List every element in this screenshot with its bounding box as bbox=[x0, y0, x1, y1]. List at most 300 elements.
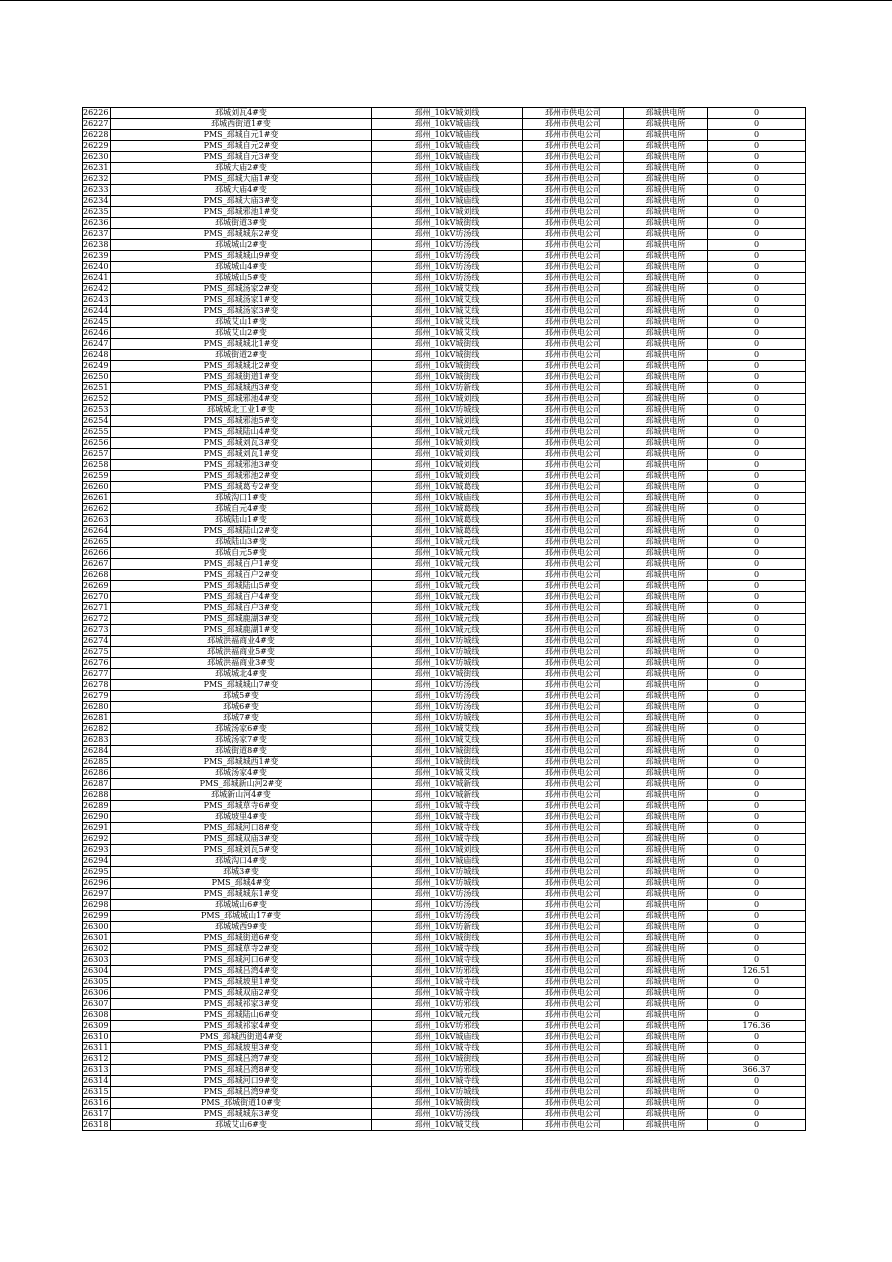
row-id-cell: 26245 bbox=[83, 317, 111, 328]
station-cell: 邳城供电所 bbox=[624, 372, 708, 383]
transformer-name-cell: 邳城自元5#变 bbox=[111, 548, 372, 559]
table-row bbox=[83, 559, 806, 570]
row-id-cell: 26243 bbox=[83, 295, 111, 306]
table-row bbox=[83, 515, 806, 526]
feeder-line-cell: 邳州_10kV城元线 bbox=[372, 570, 523, 581]
company-cell: 邳州市供电公司 bbox=[523, 977, 624, 988]
feeder-line-cell: 邳州_10kV坊汤线 bbox=[372, 691, 523, 702]
row-id-cell: 26227 bbox=[83, 119, 111, 130]
station-cell: 邳城供电所 bbox=[624, 460, 708, 471]
company-cell: 邳州市供电公司 bbox=[523, 515, 624, 526]
station-cell: 邳城供电所 bbox=[624, 515, 708, 526]
row-id-cell: 26309 bbox=[83, 1021, 111, 1032]
table-row bbox=[83, 108, 806, 119]
station-cell: 邳城供电所 bbox=[624, 427, 708, 438]
station-cell: 邳城供电所 bbox=[624, 636, 708, 647]
company-cell: 邳州市供电公司 bbox=[523, 163, 624, 174]
transformer-name-cell: 邳城城山5#变 bbox=[111, 273, 372, 284]
row-id-cell: 26299 bbox=[83, 911, 111, 922]
transformer-name-cell: 邳城6#变 bbox=[111, 702, 372, 713]
row-id-cell: 26310 bbox=[83, 1032, 111, 1043]
transformer-name-cell: 邳城洪福商业5#变 bbox=[111, 647, 372, 658]
table-row bbox=[83, 449, 806, 460]
row-id-cell: 26232 bbox=[83, 174, 111, 185]
value-cell: 0 bbox=[708, 900, 806, 911]
company-cell: 邳州市供电公司 bbox=[523, 823, 624, 834]
transformer-name-cell: PMS_邳城西街道4#变 bbox=[111, 1032, 372, 1043]
company-cell: 邳州市供电公司 bbox=[523, 548, 624, 559]
row-id-cell: 26264 bbox=[83, 526, 111, 537]
value-cell: 0 bbox=[708, 1109, 806, 1120]
feeder-line-cell: 邳州_10kV城寺线 bbox=[372, 977, 523, 988]
company-cell: 邳州市供电公司 bbox=[523, 834, 624, 845]
table-row bbox=[83, 141, 806, 152]
row-id-cell: 26269 bbox=[83, 581, 111, 592]
row-id-cell: 26279 bbox=[83, 691, 111, 702]
table-row bbox=[83, 1087, 806, 1098]
station-cell: 邳城供电所 bbox=[624, 317, 708, 328]
feeder-line-cell: 邳州_10kV城刘线 bbox=[372, 460, 523, 471]
company-cell: 邳州市供电公司 bbox=[523, 625, 624, 636]
transformer-name-cell: 邳城街道2#变 bbox=[111, 350, 372, 361]
feeder-line-cell: 邳州_10kV城街线 bbox=[372, 218, 523, 229]
feeder-line-cell: 邳州_10kV城新线 bbox=[372, 779, 523, 790]
row-id-cell: 26284 bbox=[83, 746, 111, 757]
company-cell: 邳州市供电公司 bbox=[523, 537, 624, 548]
row-id-cell: 26265 bbox=[83, 537, 111, 548]
table-row bbox=[83, 966, 806, 977]
company-cell: 邳州市供电公司 bbox=[523, 724, 624, 735]
row-id-cell: 26280 bbox=[83, 702, 111, 713]
table-row bbox=[83, 647, 806, 658]
station-cell: 邳城供电所 bbox=[624, 152, 708, 163]
transformer-name-cell: PMS_邳城刘瓦1#变 bbox=[111, 449, 372, 460]
company-cell: 邳州市供电公司 bbox=[523, 999, 624, 1010]
table-row bbox=[83, 900, 806, 911]
transformer-name-cell: PMS_邳城刘瓦3#变 bbox=[111, 438, 372, 449]
value-cell: 0 bbox=[708, 801, 806, 812]
table-row bbox=[83, 493, 806, 504]
company-cell: 邳州市供电公司 bbox=[523, 845, 624, 856]
transformer-name-cell: 邳城西街道1#变 bbox=[111, 119, 372, 130]
transformer-name-cell: PMS_邳城城西3#变 bbox=[111, 383, 372, 394]
station-cell: 邳城供电所 bbox=[624, 361, 708, 372]
feeder-line-cell: 邳州_10kV城元线 bbox=[372, 603, 523, 614]
company-cell: 邳州市供电公司 bbox=[523, 1098, 624, 1109]
transformer-name-cell: PMS_邳城邪池1#变 bbox=[111, 207, 372, 218]
station-cell: 邳城供电所 bbox=[624, 1021, 708, 1032]
row-id-cell: 26306 bbox=[83, 988, 111, 999]
transformer-name-cell: PMS_邳城汤家1#变 bbox=[111, 295, 372, 306]
value-cell: 0 bbox=[708, 933, 806, 944]
station-cell: 邳城供电所 bbox=[624, 504, 708, 515]
company-cell: 邳州市供电公司 bbox=[523, 746, 624, 757]
feeder-line-cell: 邳州_10kV城元线 bbox=[372, 614, 523, 625]
row-id-cell: 26318 bbox=[83, 1120, 111, 1131]
feeder-line-cell: 邳州_10kV城刘线 bbox=[372, 438, 523, 449]
feeder-line-cell: 邳州_10kV城寺线 bbox=[372, 801, 523, 812]
feeder-line-cell: 邳州_10kV城刘线 bbox=[372, 394, 523, 405]
table-row bbox=[83, 163, 806, 174]
value-cell: 0 bbox=[708, 889, 806, 900]
value-cell: 0 bbox=[708, 504, 806, 515]
company-cell: 邳州市供电公司 bbox=[523, 427, 624, 438]
station-cell: 邳城供电所 bbox=[624, 823, 708, 834]
transformer-name-cell: 邳城城山4#变 bbox=[111, 262, 372, 273]
company-cell: 邳州市供电公司 bbox=[523, 1032, 624, 1043]
row-id-cell: 26253 bbox=[83, 405, 111, 416]
row-id-cell: 26263 bbox=[83, 515, 111, 526]
feeder-line-cell: 邳州_10kV城街线 bbox=[372, 361, 523, 372]
table-row bbox=[83, 999, 806, 1010]
row-id-cell: 26233 bbox=[83, 185, 111, 196]
value-cell: 0 bbox=[708, 1054, 806, 1065]
transformer-name-cell: PMS_邳城吕湾8#变 bbox=[111, 1065, 372, 1076]
company-cell: 邳州市供电公司 bbox=[523, 636, 624, 647]
transformer-name-cell: 邳城艾山2#变 bbox=[111, 328, 372, 339]
feeder-line-cell: 邳州_10kV城艾线 bbox=[372, 724, 523, 735]
feeder-line-cell: 邳州_10kV城庙线 bbox=[372, 141, 523, 152]
transformer-name-cell: PMS_邳城双庙3#变 bbox=[111, 834, 372, 845]
value-cell: 0 bbox=[708, 306, 806, 317]
transformer-name-cell: 邳城5#变 bbox=[111, 691, 372, 702]
company-cell: 邳州市供电公司 bbox=[523, 108, 624, 119]
transformer-name-cell: 邳城街道8#变 bbox=[111, 746, 372, 757]
table-row bbox=[83, 944, 806, 955]
table-row bbox=[83, 174, 806, 185]
value-cell: 0 bbox=[708, 537, 806, 548]
feeder-line-cell: 邳州_10kV坊城线 bbox=[372, 1087, 523, 1098]
value-cell: 0 bbox=[708, 856, 806, 867]
station-cell: 邳城供电所 bbox=[624, 240, 708, 251]
feeder-line-cell: 邳州_10kV城艾线 bbox=[372, 1120, 523, 1131]
table-row bbox=[83, 889, 806, 900]
row-id-cell: 26236 bbox=[83, 218, 111, 229]
row-id-cell: 26300 bbox=[83, 922, 111, 933]
company-cell: 邳州市供电公司 bbox=[523, 988, 624, 999]
feeder-line-cell: 邳州_10kV坊城线 bbox=[372, 878, 523, 889]
station-cell: 邳城供电所 bbox=[624, 911, 708, 922]
feeder-line-cell: 邳州_10kV坊邪线 bbox=[372, 1065, 523, 1076]
row-id-cell: 26262 bbox=[83, 504, 111, 515]
table-row bbox=[83, 988, 806, 999]
table-body bbox=[83, 108, 806, 1131]
feeder-line-cell: 邳州_10kV城街线 bbox=[372, 933, 523, 944]
table-row bbox=[83, 933, 806, 944]
table-row bbox=[83, 482, 806, 493]
value-cell: 0 bbox=[708, 526, 806, 537]
table-row bbox=[83, 416, 806, 427]
station-cell: 邳城供电所 bbox=[624, 955, 708, 966]
station-cell: 邳城供电所 bbox=[624, 878, 708, 889]
feeder-line-cell: 邳州_10kV城艾线 bbox=[372, 295, 523, 306]
station-cell: 邳城供电所 bbox=[624, 548, 708, 559]
feeder-line-cell: 邳州_10kV坊邪线 bbox=[372, 1021, 523, 1032]
table-row bbox=[83, 537, 806, 548]
value-cell: 0 bbox=[708, 130, 806, 141]
station-cell: 邳城供电所 bbox=[624, 801, 708, 812]
station-cell: 邳城供电所 bbox=[624, 790, 708, 801]
transformer-name-cell: 邳城城西9#变 bbox=[111, 922, 372, 933]
value-cell: 0 bbox=[708, 427, 806, 438]
table-row bbox=[83, 691, 806, 702]
feeder-line-cell: 邳州_10kV城艾线 bbox=[372, 735, 523, 746]
station-cell: 邳城供电所 bbox=[624, 119, 708, 130]
table-row bbox=[83, 273, 806, 284]
transformer-name-cell: 邳城7#变 bbox=[111, 713, 372, 724]
table-row bbox=[83, 1109, 806, 1120]
table-row bbox=[83, 427, 806, 438]
station-cell: 邳城供电所 bbox=[624, 405, 708, 416]
table-row bbox=[83, 955, 806, 966]
company-cell: 邳州市供电公司 bbox=[523, 812, 624, 823]
table-row bbox=[83, 218, 806, 229]
row-id-cell: 26250 bbox=[83, 372, 111, 383]
row-id-cell: 26273 bbox=[83, 625, 111, 636]
station-cell: 邳城供电所 bbox=[624, 251, 708, 262]
station-cell: 邳城供电所 bbox=[624, 603, 708, 614]
row-id-cell: 26298 bbox=[83, 900, 111, 911]
transformer-name-cell: PMS_邳城吕湾4#变 bbox=[111, 966, 372, 977]
transformer-name-cell: PMS_邳城坡里3#变 bbox=[111, 1043, 372, 1054]
feeder-line-cell: 邳州_10kV城葛线 bbox=[372, 482, 523, 493]
transformer-name-cell: PMS_邳城百户3#变 bbox=[111, 603, 372, 614]
feeder-line-cell: 邳州_10kV坊汤线 bbox=[372, 889, 523, 900]
feeder-line-cell: 邳州_10kV城街线 bbox=[372, 339, 523, 350]
transformer-name-cell: 邳城陆山1#变 bbox=[111, 515, 372, 526]
table-row bbox=[83, 405, 806, 416]
company-cell: 邳州市供电公司 bbox=[523, 504, 624, 515]
station-cell: 邳城供电所 bbox=[624, 966, 708, 977]
transformer-name-cell: PMS_邳城街道6#变 bbox=[111, 933, 372, 944]
value-cell: 0 bbox=[708, 977, 806, 988]
value-cell: 0 bbox=[708, 152, 806, 163]
value-cell: 0 bbox=[708, 845, 806, 856]
row-id-cell: 26246 bbox=[83, 328, 111, 339]
value-cell: 0 bbox=[708, 284, 806, 295]
value-cell: 0 bbox=[708, 548, 806, 559]
value-cell: 0 bbox=[708, 867, 806, 878]
row-id-cell: 26235 bbox=[83, 207, 111, 218]
company-cell: 邳州市供电公司 bbox=[523, 944, 624, 955]
row-id-cell: 26282 bbox=[83, 724, 111, 735]
value-cell: 0 bbox=[708, 691, 806, 702]
table-row bbox=[83, 856, 806, 867]
feeder-line-cell: 邳州_10kV坊汤线 bbox=[372, 900, 523, 911]
row-id-cell: 26288 bbox=[83, 790, 111, 801]
row-id-cell: 26317 bbox=[83, 1109, 111, 1120]
transformer-name-cell: PMS_邳城河口6#变 bbox=[111, 955, 372, 966]
transformer-name-cell: PMS_邳城自元1#变 bbox=[111, 130, 372, 141]
station-cell: 邳城供电所 bbox=[624, 1043, 708, 1054]
row-id-cell: 26260 bbox=[83, 482, 111, 493]
station-cell: 邳城供电所 bbox=[624, 724, 708, 735]
row-id-cell: 26303 bbox=[83, 955, 111, 966]
table-row bbox=[83, 185, 806, 196]
company-cell: 邳州市供电公司 bbox=[523, 240, 624, 251]
company-cell: 邳州市供电公司 bbox=[523, 603, 624, 614]
station-cell: 邳城供电所 bbox=[624, 691, 708, 702]
feeder-line-cell: 邳州_10kV城庙线 bbox=[372, 1032, 523, 1043]
row-id-cell: 26226 bbox=[83, 108, 111, 119]
company-cell: 邳州市供电公司 bbox=[523, 394, 624, 405]
value-cell: 0 bbox=[708, 1032, 806, 1043]
transformer-name-cell: PMS_邳城草寺2#变 bbox=[111, 944, 372, 955]
row-id-cell: 26278 bbox=[83, 680, 111, 691]
station-cell: 邳城供电所 bbox=[624, 944, 708, 955]
table-row bbox=[83, 471, 806, 482]
row-id-cell: 26285 bbox=[83, 757, 111, 768]
table-row bbox=[83, 911, 806, 922]
company-cell: 邳州市供电公司 bbox=[523, 669, 624, 680]
table-row bbox=[83, 790, 806, 801]
feeder-line-cell: 邳州_10kV坊汤线 bbox=[372, 251, 523, 262]
station-cell: 邳城供电所 bbox=[624, 845, 708, 856]
company-cell: 邳州市供电公司 bbox=[523, 350, 624, 361]
value-cell: 0 bbox=[708, 812, 806, 823]
company-cell: 邳州市供电公司 bbox=[523, 581, 624, 592]
transformer-name-cell: 邳城艾山1#变 bbox=[111, 317, 372, 328]
station-cell: 邳城供电所 bbox=[624, 306, 708, 317]
feeder-line-cell: 邳州_10kV城寺线 bbox=[372, 988, 523, 999]
station-cell: 邳城供电所 bbox=[624, 416, 708, 427]
feeder-line-cell: 邳州_10kV城元线 bbox=[372, 427, 523, 438]
feeder-line-cell: 邳州_10kV城元线 bbox=[372, 537, 523, 548]
feeder-line-cell: 邳州_10kV坊汤线 bbox=[372, 680, 523, 691]
feeder-line-cell: 邳州_10kV城寺线 bbox=[372, 944, 523, 955]
company-cell: 邳州市供电公司 bbox=[523, 790, 624, 801]
table-row bbox=[83, 240, 806, 251]
feeder-line-cell: 邳州_10kV城寺线 bbox=[372, 834, 523, 845]
value-cell: 0 bbox=[708, 405, 806, 416]
feeder-line-cell: 邳州_10kV城刘线 bbox=[372, 416, 523, 427]
company-cell: 邳州市供电公司 bbox=[523, 889, 624, 900]
transformer-name-cell: 邳城城北工业1#变 bbox=[111, 405, 372, 416]
row-id-cell: 26237 bbox=[83, 229, 111, 240]
row-id-cell: 26289 bbox=[83, 801, 111, 812]
feeder-line-cell: 邳州_10kV城庙线 bbox=[372, 152, 523, 163]
company-cell: 邳州市供电公司 bbox=[523, 867, 624, 878]
row-id-cell: 26241 bbox=[83, 273, 111, 284]
row-id-cell: 26277 bbox=[83, 669, 111, 680]
table-row bbox=[83, 768, 806, 779]
station-cell: 邳城供电所 bbox=[624, 669, 708, 680]
value-cell: 0 bbox=[708, 416, 806, 427]
row-id-cell: 26228 bbox=[83, 130, 111, 141]
feeder-line-cell: 邳州_10kV城元线 bbox=[372, 559, 523, 570]
table-row bbox=[83, 1021, 806, 1032]
station-cell: 邳城供电所 bbox=[624, 999, 708, 1010]
station-cell: 邳城供电所 bbox=[624, 262, 708, 273]
transformer-name-cell: PMS_邳城河口9#变 bbox=[111, 1076, 372, 1087]
station-cell: 邳城供电所 bbox=[624, 581, 708, 592]
feeder-line-cell: 邳州_10kV城葛线 bbox=[372, 504, 523, 515]
table-row bbox=[83, 603, 806, 614]
table-row bbox=[83, 1032, 806, 1043]
row-id-cell: 26311 bbox=[83, 1043, 111, 1054]
value-cell: 0 bbox=[708, 328, 806, 339]
company-cell: 邳州市供电公司 bbox=[523, 526, 624, 537]
table-row bbox=[83, 383, 806, 394]
table-row bbox=[83, 757, 806, 768]
station-cell: 邳城供电所 bbox=[624, 1076, 708, 1087]
company-cell: 邳州市供电公司 bbox=[523, 229, 624, 240]
feeder-line-cell: 邳州_10kV城元线 bbox=[372, 548, 523, 559]
station-cell: 邳城供电所 bbox=[624, 339, 708, 350]
company-cell: 邳州市供电公司 bbox=[523, 218, 624, 229]
transformer-name-cell: PMS_邳城新山河2#变 bbox=[111, 779, 372, 790]
transformer-name-cell: PMS_邳城自元3#变 bbox=[111, 152, 372, 163]
row-id-cell: 26239 bbox=[83, 251, 111, 262]
transformer-name-cell: PMS_邳城大庙3#变 bbox=[111, 196, 372, 207]
value-cell: 0 bbox=[708, 515, 806, 526]
table-row bbox=[83, 581, 806, 592]
row-id-cell: 26268 bbox=[83, 570, 111, 581]
table-row bbox=[83, 1076, 806, 1087]
value-cell: 0 bbox=[708, 834, 806, 845]
table-row bbox=[83, 460, 806, 471]
company-cell: 邳州市供电公司 bbox=[523, 416, 624, 427]
value-cell: 0 bbox=[708, 878, 806, 889]
table-row bbox=[83, 977, 806, 988]
station-cell: 邳城供电所 bbox=[624, 977, 708, 988]
value-cell: 0 bbox=[708, 570, 806, 581]
row-id-cell: 26292 bbox=[83, 834, 111, 845]
station-cell: 邳城供电所 bbox=[624, 702, 708, 713]
value-cell: 0 bbox=[708, 669, 806, 680]
transformer-name-cell: 邳城汤家4#变 bbox=[111, 768, 372, 779]
station-cell: 邳城供电所 bbox=[624, 812, 708, 823]
feeder-line-cell: 邳州_10kV城刘线 bbox=[372, 207, 523, 218]
transformer-name-cell: 邳城大庙4#变 bbox=[111, 185, 372, 196]
table-row bbox=[83, 922, 806, 933]
station-cell: 邳城供电所 bbox=[624, 988, 708, 999]
row-id-cell: 26304 bbox=[83, 966, 111, 977]
transformer-name-cell: PMS_邳城葛专2#变 bbox=[111, 482, 372, 493]
row-id-cell: 26308 bbox=[83, 1010, 111, 1021]
row-id-cell: 26305 bbox=[83, 977, 111, 988]
station-cell: 邳城供电所 bbox=[624, 383, 708, 394]
table-row bbox=[83, 735, 806, 746]
table-row bbox=[83, 1098, 806, 1109]
transformer-name-cell: PMS_邳城汤家2#变 bbox=[111, 284, 372, 295]
station-cell: 邳城供电所 bbox=[624, 1065, 708, 1076]
station-cell: 邳城供电所 bbox=[624, 141, 708, 152]
company-cell: 邳州市供电公司 bbox=[523, 966, 624, 977]
station-cell: 邳城供电所 bbox=[624, 614, 708, 625]
table-row bbox=[83, 548, 806, 559]
transformer-name-cell: 邳城洪福商业3#变 bbox=[111, 658, 372, 669]
table-row bbox=[83, 152, 806, 163]
company-cell: 邳州市供电公司 bbox=[523, 801, 624, 812]
station-cell: 邳城供电所 bbox=[624, 394, 708, 405]
station-cell: 邳城供电所 bbox=[624, 856, 708, 867]
station-cell: 邳城供电所 bbox=[624, 273, 708, 284]
transformer-name-cell: PMS_邳城汤家3#变 bbox=[111, 306, 372, 317]
table-row bbox=[83, 1043, 806, 1054]
feeder-line-cell: 邳州_10kV城元线 bbox=[372, 592, 523, 603]
company-cell: 邳州市供电公司 bbox=[523, 614, 624, 625]
value-cell: 0 bbox=[708, 361, 806, 372]
feeder-line-cell: 邳州_10kV城葛线 bbox=[372, 515, 523, 526]
value-cell: 0 bbox=[708, 768, 806, 779]
value-cell: 0 bbox=[708, 339, 806, 350]
table-row bbox=[83, 658, 806, 669]
row-id-cell: 26286 bbox=[83, 768, 111, 779]
company-cell: 邳州市供电公司 bbox=[523, 1010, 624, 1021]
value-cell: 0 bbox=[708, 702, 806, 713]
company-cell: 邳州市供电公司 bbox=[523, 284, 624, 295]
